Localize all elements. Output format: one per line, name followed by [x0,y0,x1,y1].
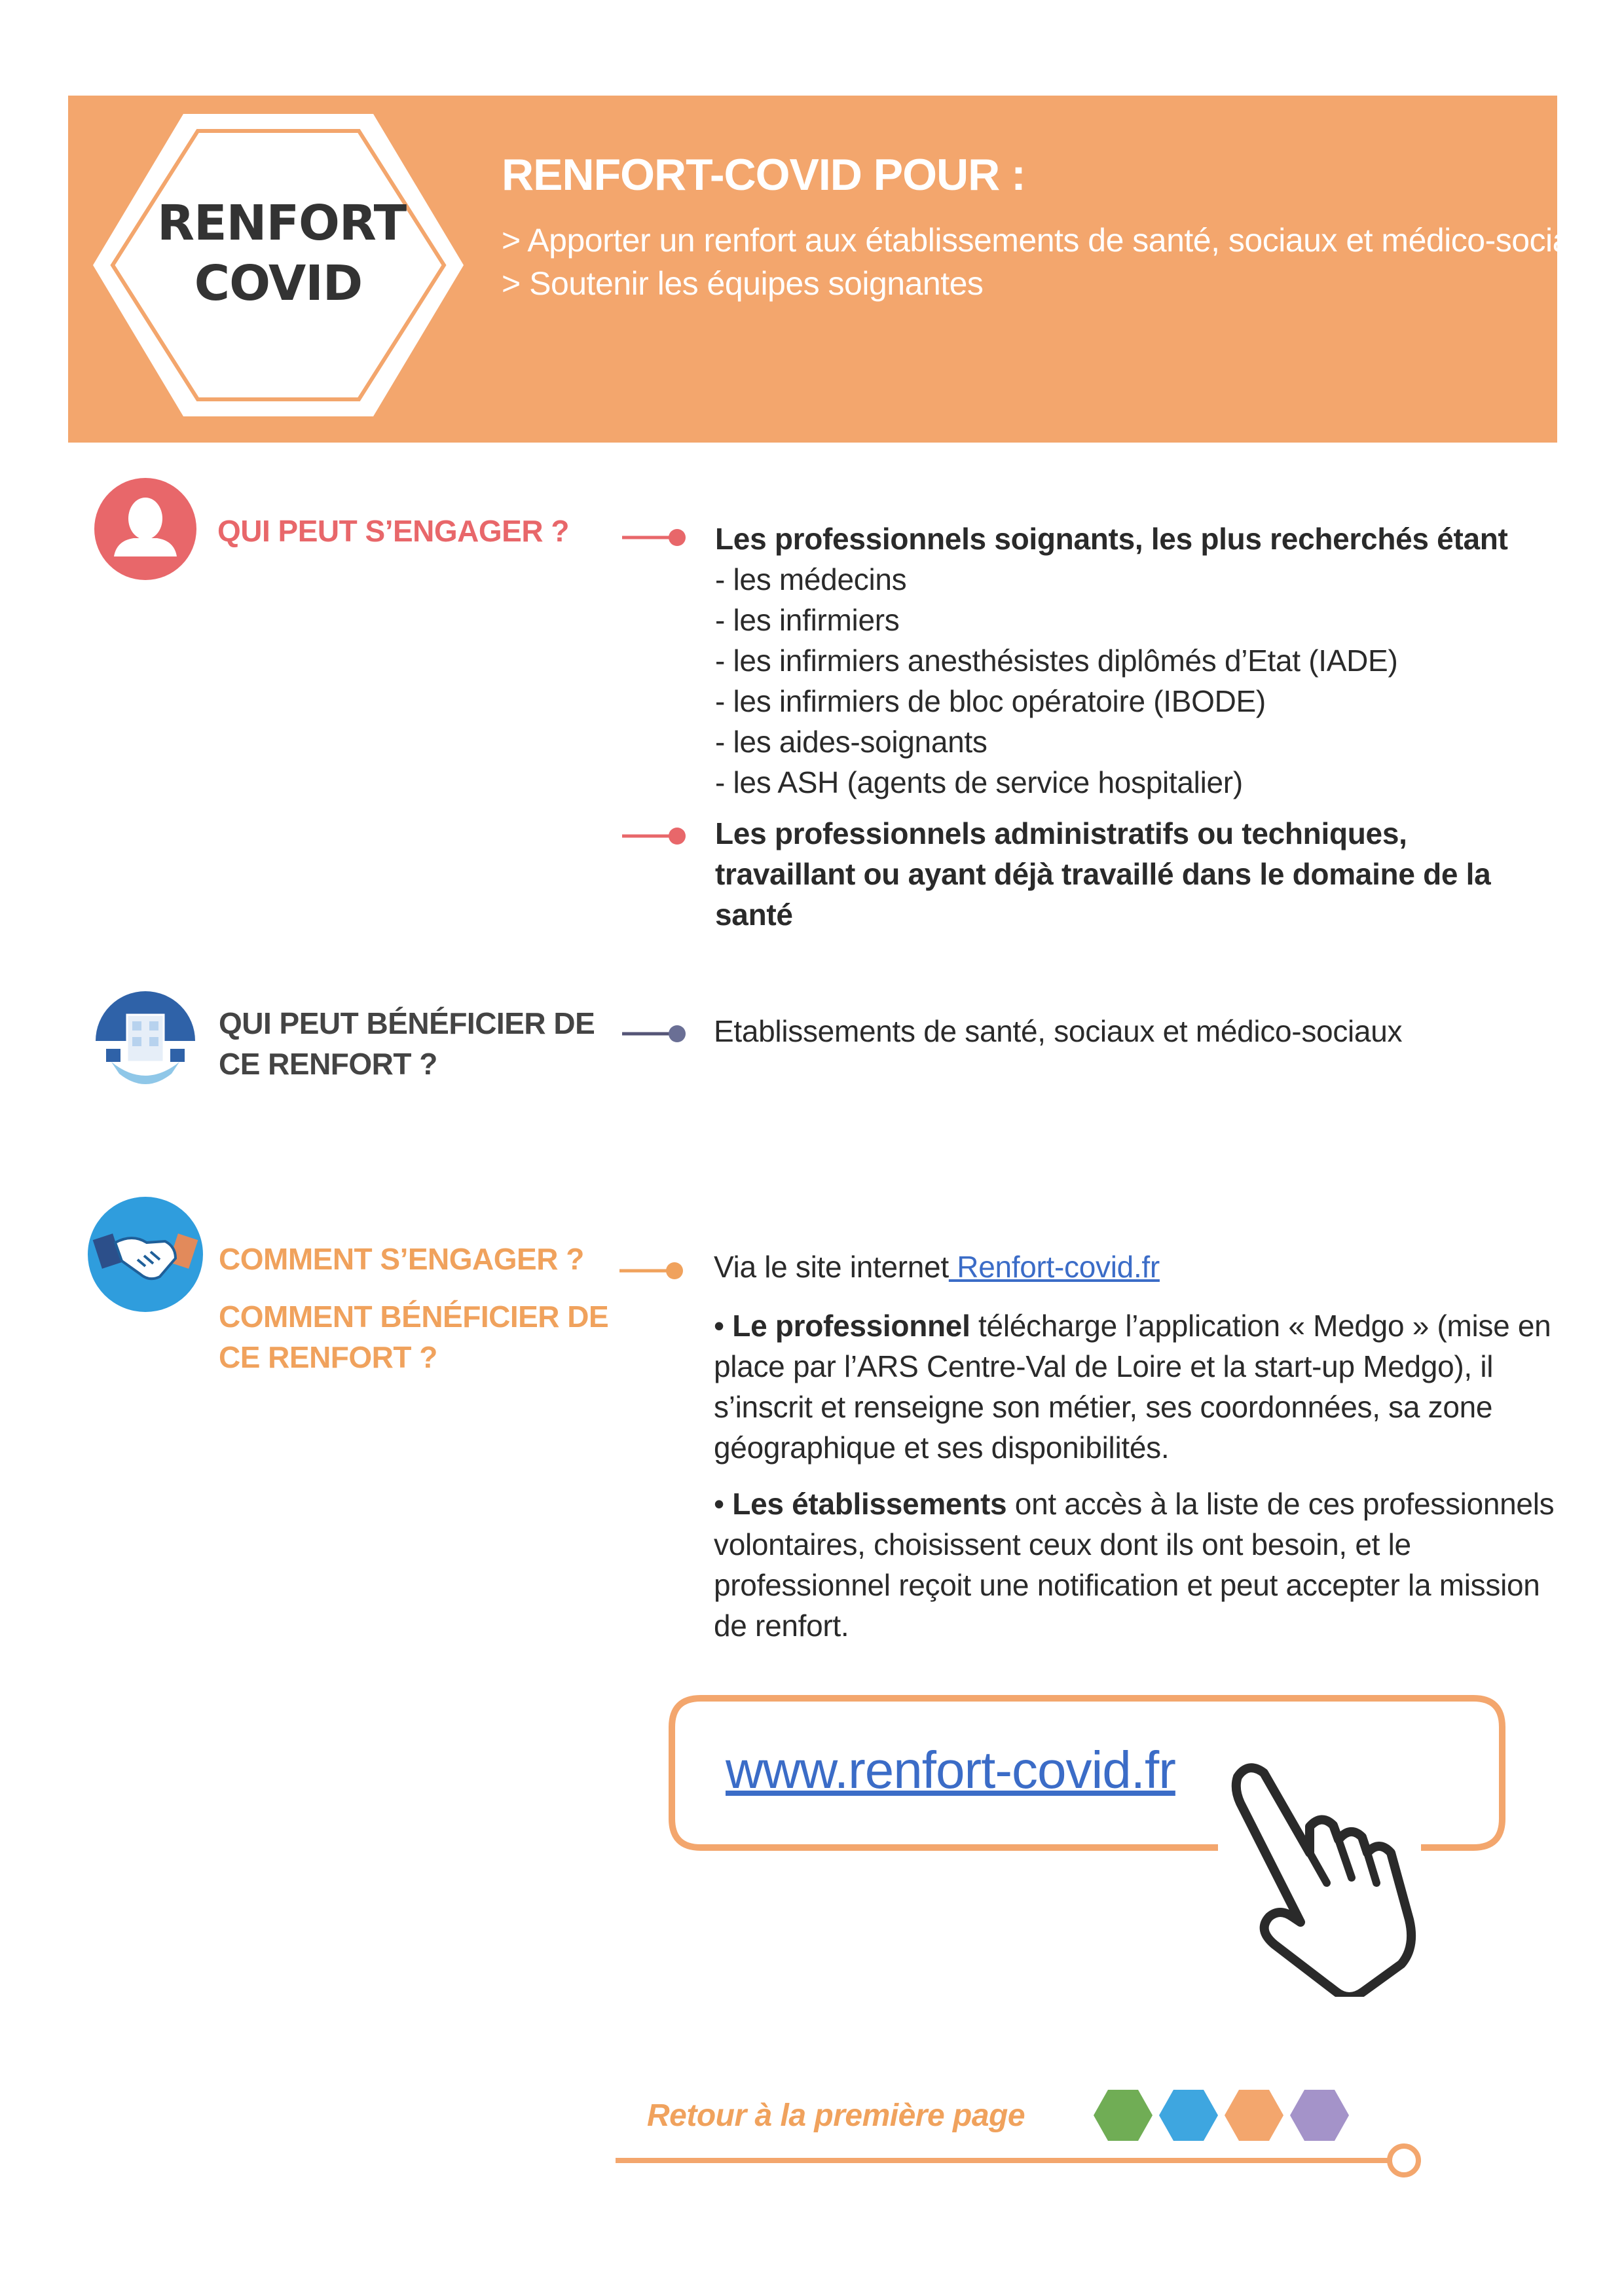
bullet-arrow-icon [619,1261,685,1281]
logo-line-2: COVID [194,255,363,312]
soignants-block [715,519,1566,803]
section-title-beneficier [219,1003,595,1084]
renfort-covid-link[interactable]: Renfort-covid.fr [948,1250,1160,1284]
banner-title: RENFORT-COVID POUR : [502,150,1025,200]
pointing-hand-icon [1211,1748,1434,1997]
soignants-heading: Les professionnels soignants, les plus recherchés étant [715,522,1508,556]
section-title-beneficier-line-2: CE RENFORT ? [219,1047,437,1081]
soignant-item: - les infirmiers anesthésistes diplômés d’Etat (IADE) [715,644,1398,678]
pro-text: télécharge l’application « Medgo » (mise en place par l’ARS Centre-Val de Loire et la start-up Medgo), il s’inscrit et renseigne son métier, ses coordonnées, sa zone géographique et ses disponibilités. [714,1309,1551,1465]
person-icon [93,477,198,581]
logo-text [157,193,407,314]
paragraph-professionnel [714,1305,1572,1468]
logo-line-1: RENFORT [157,195,407,251]
etablissements-text: Etablissements de santé, sociaux et médico-sociaux [714,1014,1403,1048]
soignant-item: - les ASH (agents de service hospitalier) [715,765,1243,799]
soignant-item: - les infirmiers de bloc opératoire (IBODE) [715,684,1266,718]
admin-block: Les professionnels administratifs ou techniques, travaillant ou ayant déjà travaillé dans le domaine de la santé [715,816,1491,932]
renfort-covid-url-link[interactable]: www.renfort-covid.fr [726,1741,1175,1799]
soignant-item: - les aides-soignants [715,725,987,759]
etab-bold: Les établissements [732,1487,1007,1521]
section-title-beneficier-line-1: QUI PEUT BÉNÉFICIER DE [219,1006,595,1040]
footer-line-icon [616,2141,1428,2180]
bullet-dot: • [714,1487,733,1521]
section-title-engager: QUI PEUT S’ENGAGER ? [217,514,569,548]
etab-text: ont accès à la liste de ces professionnels volontaires, choisissent ceux dont ils ont besoin, et le professionnel reçoit une notification et peut accepter la mission de renfort. [714,1487,1555,1643]
paragraph-etablissements [714,1484,1572,1646]
bullet-arrow-icon [622,528,688,547]
via-line [714,1247,1160,1287]
section-title-comment-beneficier: COMMENT BÉNÉFICIER DE CE RENFORT ? [219,1300,609,1374]
banner-line-2: > Soutenir les équipes soignantes [502,265,984,302]
bullet-arrow-icon [622,1024,688,1044]
banner-line-1: > Apporter un renfort aux établissements de santé, sociaux et médico-sociaux [502,222,1604,259]
pro-bold: Le professionnel [732,1309,970,1343]
handshake-icon [86,1195,204,1313]
bullet-arrow-icon [622,826,688,846]
soignant-item: - les médecins [715,562,907,596]
building-icon [93,989,198,1093]
colored-hexagons-icon [1094,2086,1356,2145]
retour-premiere-page-link[interactable]: Retour à la première page [647,2098,1025,2133]
bullet-dot: • [714,1309,733,1343]
soignant-item: - les infirmiers [715,603,900,637]
section-title-comment-engager: COMMENT S’ENGAGER ? [219,1242,584,1276]
via-prefix: Via le site internet [714,1250,949,1284]
